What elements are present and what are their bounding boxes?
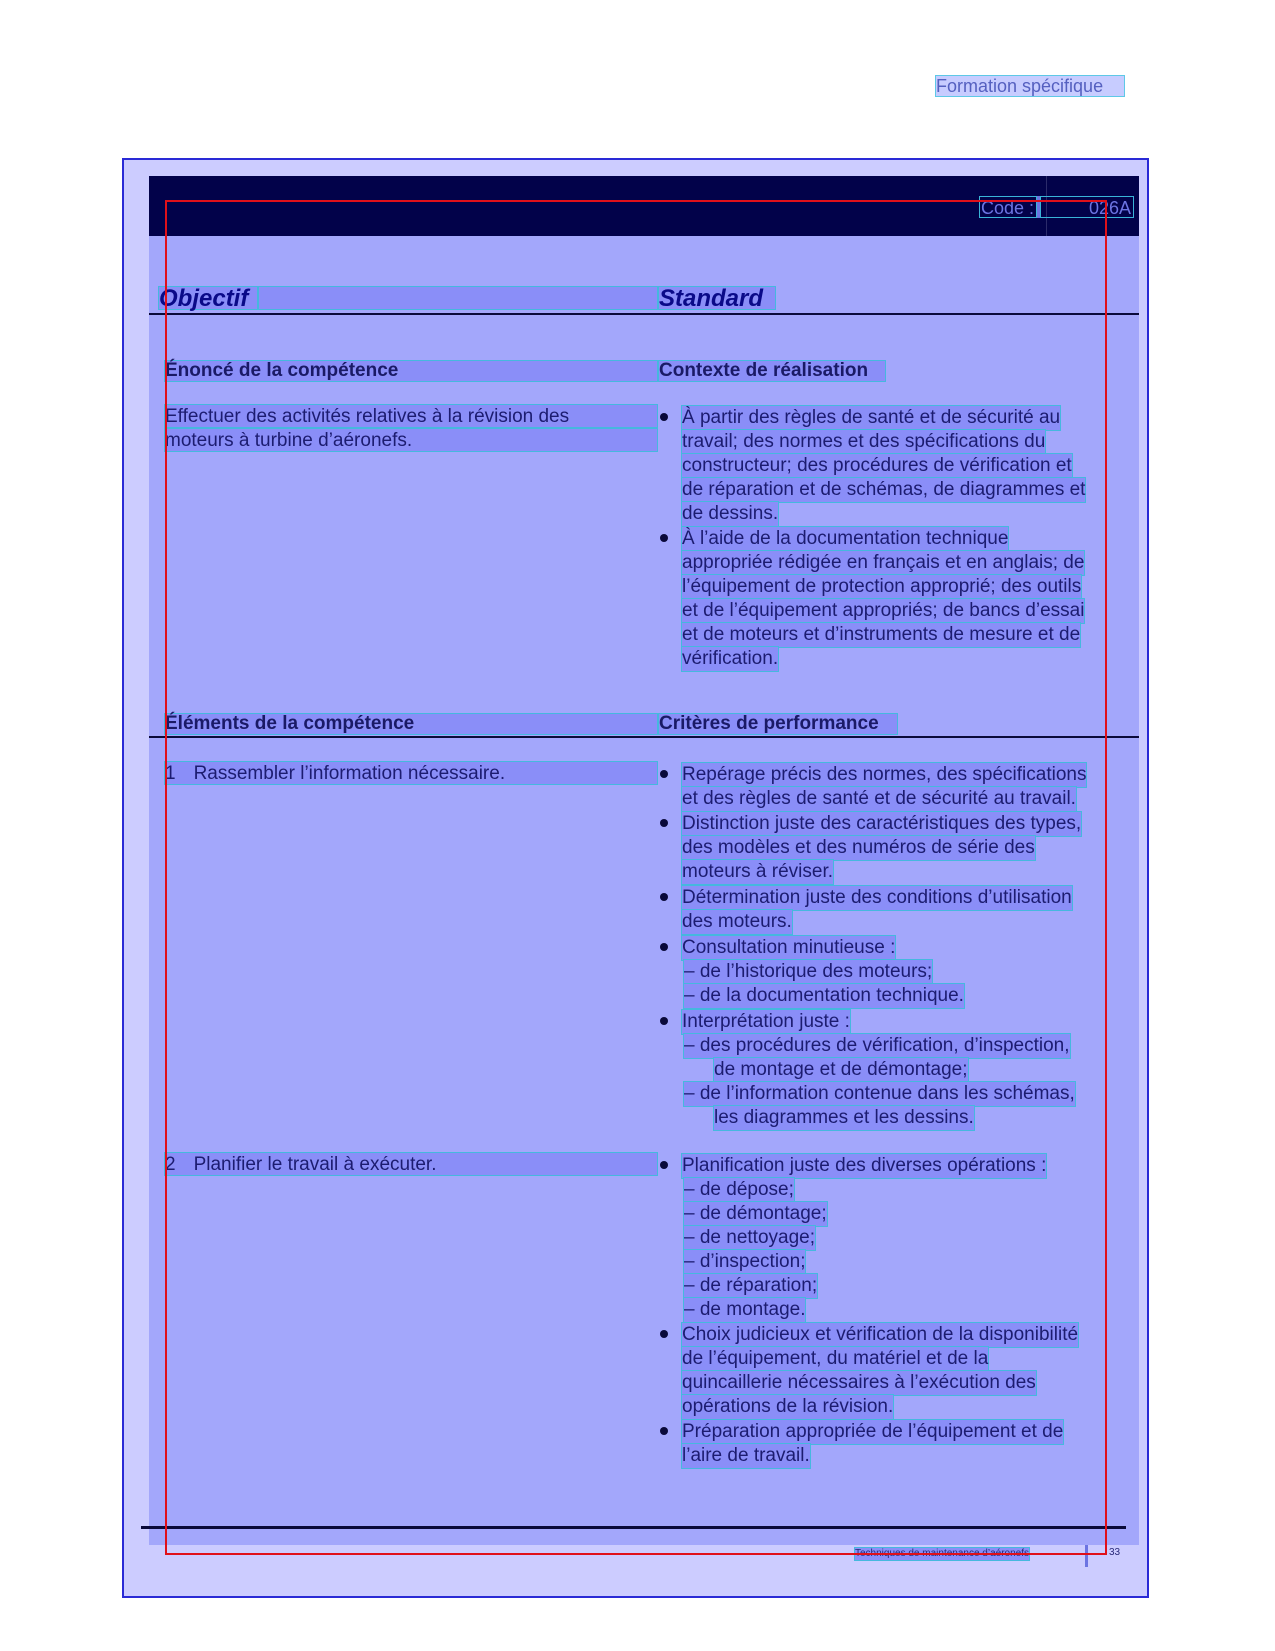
contexte-line-3: constructeur; des procédures de vérification et: [681, 453, 1073, 479]
bullet-dot: [660, 1161, 668, 1169]
bullet-dot: [660, 534, 668, 542]
contexte-heading: Contexte de réalisation: [658, 360, 886, 382]
code-label: Code :: [979, 196, 1037, 218]
enonce-heading: Énoncé de la compétence: [164, 360, 658, 382]
criterion-1-line-13: de montage et de démontage;: [713, 1057, 969, 1083]
criteres-heading: Critères de performance: [658, 713, 898, 735]
criterion-2-line-2: – de dépose;: [683, 1177, 795, 1203]
criterion-1-line-10: – de la documentation technique.: [683, 983, 965, 1009]
criterion-2-line-10: quincaillerie nécessaires à l’exécution des: [681, 1370, 1037, 1396]
contexte-line-8: l’équipement de protection approprié; des outils: [681, 574, 1082, 600]
section-rule: [149, 736, 1139, 738]
criterion-1-line-15: les diagrammes et les dessins.: [713, 1105, 975, 1131]
element-2-label: Planifier le travail à exécuter.: [193, 1154, 437, 1175]
bullet-dot: [660, 413, 668, 421]
criterion-1-line-9: – de l’historique des moteurs;: [683, 959, 933, 985]
elements-heading: Éléments de la compétence: [164, 713, 658, 735]
element-1-label: Rassembler l’information nécessaire.: [193, 763, 506, 784]
contexte-line-9: et de l’équipement appropriés; de bancs d’essai: [681, 598, 1085, 624]
criterion-2-line-8: Choix judicieux et vérification de la disponibilité: [681, 1322, 1079, 1348]
objectif-title-highlight: [258, 286, 658, 310]
criterion-1-line-7: des moteurs.: [681, 909, 793, 935]
title-rule: [149, 313, 1139, 315]
standard-title: Standard: [658, 286, 776, 310]
criterion-1-line-1: Repérage précis des normes, des spécifications: [681, 762, 1087, 788]
criterion-2-line-13: l’aire de travail.: [681, 1443, 811, 1469]
criterion-1-line-5: moteurs à réviser.: [681, 859, 834, 885]
criterion-2-line-1: Planification juste des diverses opérations :: [681, 1153, 1047, 1179]
criterion-2-line-6: – de réparation;: [683, 1273, 818, 1299]
contexte-line-1: À partir des règles de santé et de sécurité au: [681, 405, 1061, 431]
criterion-1-line-12: – des procédures de vérification, d’inspection,: [683, 1033, 1071, 1059]
enonce-line-1: Effectuer des activités relatives à la révision des: [164, 404, 658, 428]
code-value: 026A: [1040, 196, 1134, 218]
contexte-line-11: vérification.: [681, 646, 779, 672]
contexte-line-4: de réparation et de schémas, de diagrammes et: [681, 477, 1086, 503]
element-2-number: 2: [165, 1154, 176, 1175]
page-number: 33: [1109, 1547, 1121, 1558]
criterion-2-line-7: – de montage.: [683, 1297, 806, 1323]
contexte-line-6: À l’aide de la documentation technique: [681, 526, 1009, 552]
running-header: Formation spécifique: [935, 75, 1125, 97]
criterion-1-line-4: des modèles et des numéros de série des: [681, 835, 1036, 861]
criterion-1-line-14: – de l’information contenue dans les schémas,: [683, 1081, 1076, 1107]
objectif-title: Objectif: [158, 286, 258, 310]
element-2-row: [164, 1152, 658, 1176]
bullet-dot: [660, 770, 668, 778]
footer-rule: [141, 1526, 1126, 1529]
element-1-number: 1: [165, 763, 176, 784]
contexte-line-2: travail; des normes et des spécifications du: [681, 429, 1046, 455]
enonce-line-2: moteurs à turbine d’aéronefs.: [164, 428, 658, 452]
contexte-line-7: appropriée rédigée en français et en anglais; de: [681, 550, 1085, 576]
footer-separator: [1085, 1545, 1088, 1567]
bullet-dot: [660, 1427, 668, 1435]
criterion-1-line-2: et des règles de santé et de sécurité au travail.: [681, 786, 1077, 812]
bullet-dot: [660, 893, 668, 901]
contexte-line-5: de dessins.: [681, 501, 779, 527]
criterion-1-line-6: Détermination juste des conditions d’utilisation: [681, 885, 1073, 911]
bullet-dot: [660, 1330, 668, 1338]
element-1-row: [164, 761, 658, 785]
bullet-dot: [660, 819, 668, 827]
bullet-dot: [660, 943, 668, 951]
footer-title: Techniques de maintenance d’aéronefs: [855, 1548, 1030, 1559]
criterion-2-line-11: opérations de la révision.: [681, 1394, 894, 1420]
criterion-1-line-11: Interprétation juste :: [681, 1009, 851, 1035]
criterion-2-line-12: Préparation appropriée de l’équipement et de: [681, 1419, 1064, 1445]
criterion-1-line-3: Distinction juste des caractéristiques des types,: [681, 811, 1082, 837]
bullet-dot: [660, 1017, 668, 1025]
criterion-2-line-3: – de démontage;: [683, 1201, 828, 1227]
criterion-2-line-4: – de nettoyage;: [683, 1225, 816, 1251]
criterion-2-line-5: – d’inspection;: [683, 1249, 806, 1275]
contexte-line-10: et de moteurs et d’instruments de mesure et de: [681, 622, 1081, 648]
criterion-2-line-9: de l’équipement, du matériel et de la: [681, 1346, 989, 1372]
criterion-1-line-8: Consultation minutieuse :: [681, 935, 896, 961]
